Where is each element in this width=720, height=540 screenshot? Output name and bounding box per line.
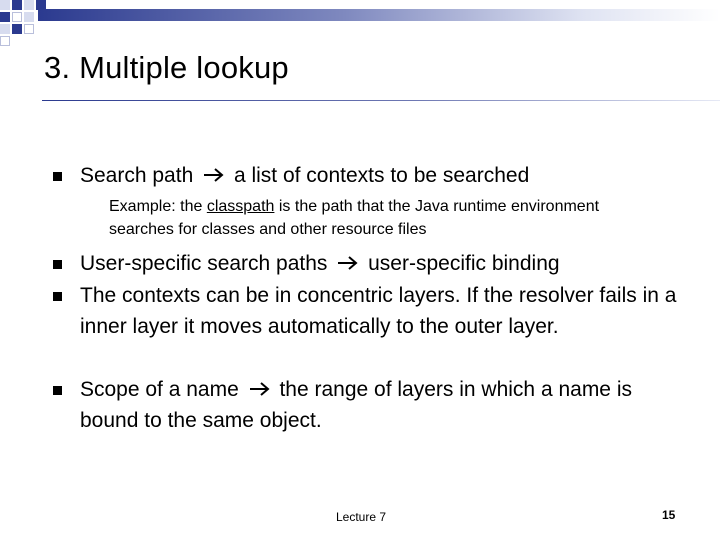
classpath-term: classpath [206, 198, 275, 215]
header-band [38, 9, 720, 21]
square-bullet-icon [53, 172, 62, 181]
bullet-text: Scope of a name [80, 378, 239, 401]
square-bullet-icon [53, 260, 62, 269]
bullet-text: user-specific binding [368, 252, 560, 275]
slide-title: 3. Multiple lookup [44, 50, 289, 85]
square-bullet-icon [53, 292, 62, 301]
page-number: 15 [662, 508, 676, 522]
example-suffix: is the path that the Java runtime environment searches for classes and other resource files [109, 198, 600, 238]
right-arrow-icon [337, 255, 359, 271]
bullet-concentric-layers: The contexts can be in concentric layers. If the resolver fails in a inner layer it moves automatically to the outer layer. [80, 284, 677, 338]
footer-lecture: Lecture 7 [336, 510, 387, 524]
decorative-squares [0, 0, 60, 45]
example-prefix: Example: the [109, 198, 207, 215]
title-divider [42, 100, 720, 101]
example-note [109, 195, 649, 241]
bullet-text: the range of layers in which a name is bound to the same object. [80, 378, 632, 432]
right-arrow-icon [203, 167, 225, 183]
bullet-text: User-specific search paths [80, 252, 328, 275]
square-bullet-icon [53, 386, 62, 395]
right-arrow-icon [249, 381, 271, 397]
bullet-text: Search path [80, 164, 194, 187]
bullet-search-path [80, 160, 690, 191]
bullet-text: a list of contexts to be searched [233, 164, 530, 187]
bullet-user-specific [80, 248, 690, 279]
bullet-scope [80, 374, 690, 436]
